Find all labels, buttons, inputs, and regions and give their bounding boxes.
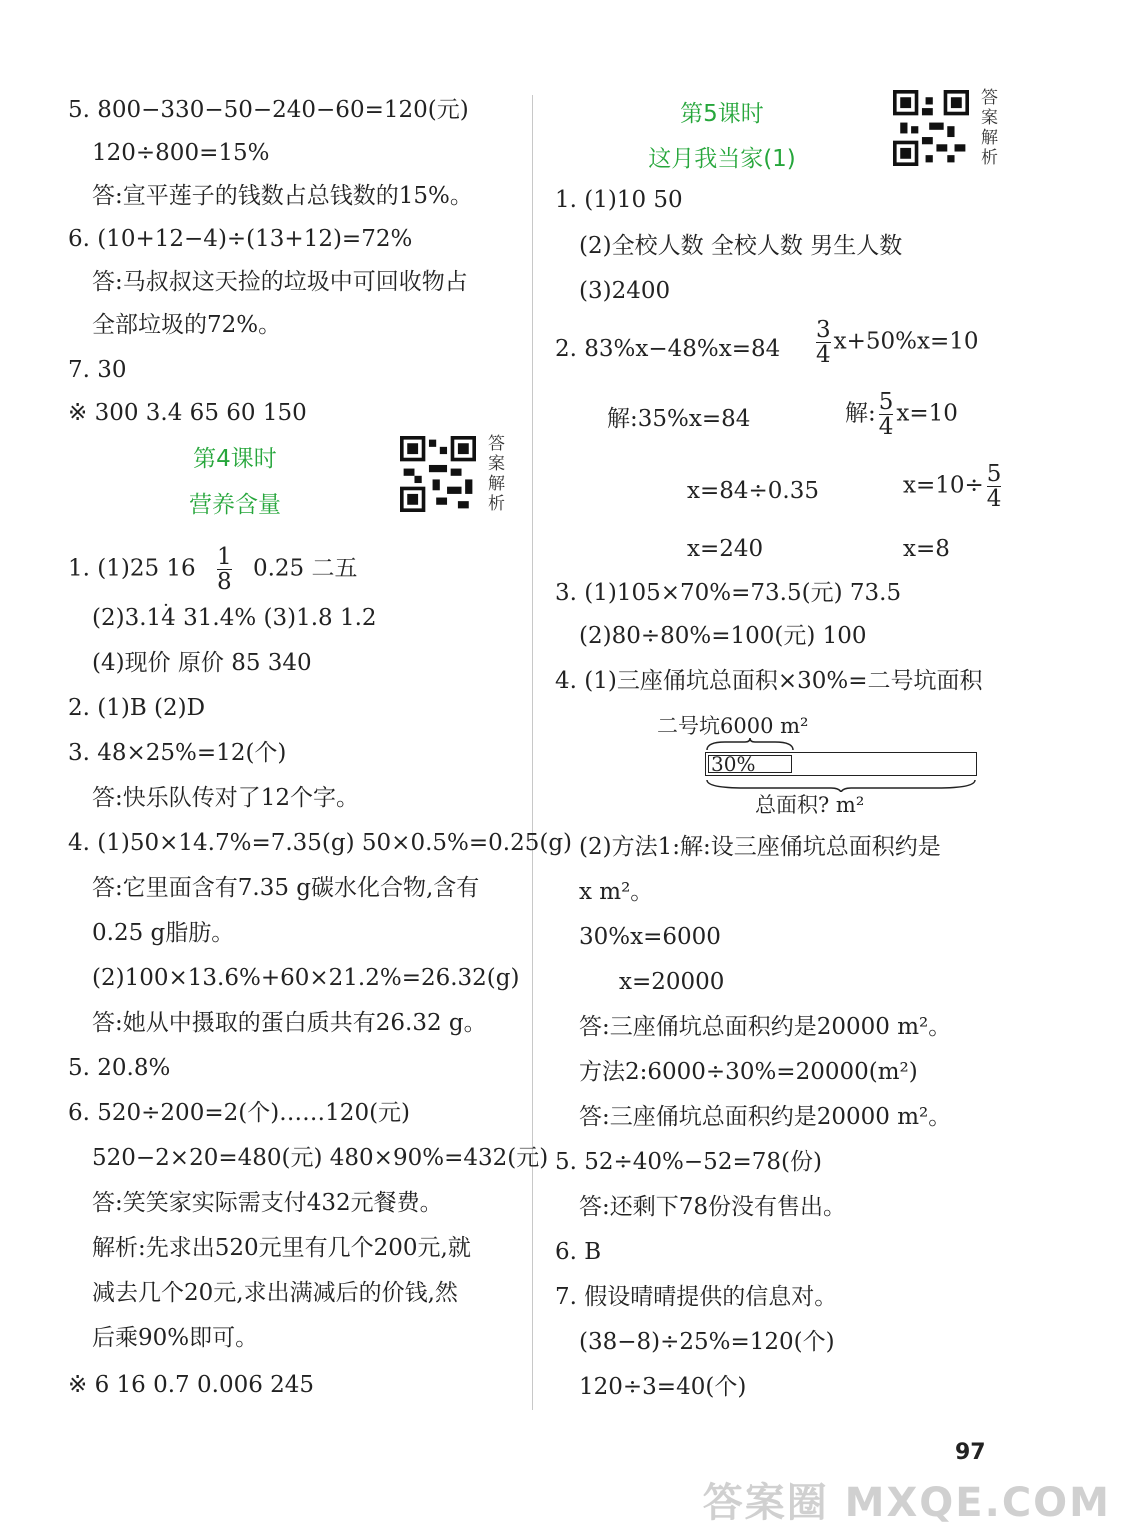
l4-answer-2: 2. (1)B (2)D bbox=[68, 695, 206, 721]
l4-answer-6-analysis-2: 减去几个20元,求出满减后的价钱,然 bbox=[92, 1280, 458, 1306]
watermark-logo: 答案圈 MXQE.COM bbox=[702, 1480, 1111, 1526]
l5-answer-4-equation: 30%x=6000 bbox=[579, 924, 721, 950]
lesson4-title: 第4课时 bbox=[193, 446, 277, 472]
l4-answer-4-reply: 答:它里面含有7.35 g碳水化合物,含有 bbox=[92, 875, 480, 901]
lesson4-subtitle: 营养含量 bbox=[189, 492, 281, 518]
l5-answer-3: 3. (1)105×70%=73.5(元) 73.5 bbox=[555, 580, 902, 606]
l4-answer-6-reply: 答:笑笑家实际需支付432元餐费。 bbox=[92, 1190, 443, 1216]
diagram-top-brace bbox=[705, 738, 795, 752]
l5-answer-7-line2: (38−8)÷25%=120(个) bbox=[579, 1329, 835, 1355]
l5-answer-4-solution: x=20000 bbox=[619, 969, 725, 995]
l5-answer-7-line3: 120÷3=40(个) bbox=[579, 1374, 747, 1400]
l5-answer-4-method2-reply: 答:三座俑坑总面积约是20000 m²。 bbox=[579, 1104, 952, 1130]
l4-answer-1-4: (4)现价 原价 85 340 bbox=[92, 650, 312, 676]
l4-answer-6-line2: 520−2×20=480(元) 480×90%=432(元) bbox=[92, 1145, 549, 1171]
l4-answer-3-reply: 答:快乐队传对了12个字。 bbox=[92, 785, 360, 811]
qr-label: 答 案 解 析 bbox=[488, 434, 505, 514]
l4-answer-4-2-reply: 答:她从中摄取的蛋白质共有26.32 g。 bbox=[92, 1010, 487, 1036]
diagram-bottom-label: 总面积? m² bbox=[755, 793, 865, 817]
l5-answer-2-result-right: x=8 bbox=[903, 536, 950, 562]
l5-answer-6: 6. B bbox=[555, 1239, 602, 1265]
lesson5-subtitle: 这月我当家(1) bbox=[648, 146, 796, 172]
l4-answer-1: 1. (1)25 16 $\frac{1}{8}$ 0.25 二五 bbox=[68, 544, 358, 595]
l5-answer-2-result: x=240 bbox=[687, 536, 764, 562]
l5-answer-2-right: $\frac{3}{4}$ x+50%x=10 bbox=[816, 317, 979, 368]
answer-5-line2: 120÷800=15% bbox=[92, 140, 270, 166]
qr-code-icon[interactable] bbox=[893, 90, 969, 166]
l5-answer-4-2-cont: x m²。 bbox=[579, 879, 654, 905]
l4-answer-5: 5. 20.8% bbox=[68, 1055, 171, 1081]
l5-answer-4-reply: 答:三座俑坑总面积约是20000 m²。 bbox=[579, 1014, 952, 1040]
l5-answer-2-left: 2. 83%x−48%x=84 bbox=[555, 336, 781, 362]
l5-answer-4-method2: 方法2:6000÷30%=20000(m²) bbox=[579, 1059, 918, 1085]
page-number: 97 bbox=[955, 1440, 986, 1465]
l5-answer-4: 4. (1)三座俑坑总面积×30%=二号坑面积 bbox=[555, 668, 983, 694]
l5-answer-1: 1. (1)10 50 bbox=[555, 187, 683, 213]
l5-answer-1-3: (3)2400 bbox=[579, 278, 671, 304]
l5-answer-5: 5. 52÷40%−52=78(份) bbox=[555, 1149, 822, 1175]
l4-extra-answers: ※ 6 16 0.7 0.006 245 bbox=[68, 1372, 315, 1398]
l5-answer-7: 7. 假设晴晴提供的信息对。 bbox=[555, 1284, 838, 1310]
l4-answer-3: 3. 48×25%=12(个) bbox=[68, 740, 287, 766]
l5-answer-2-step2-right: x=10÷ $\frac{5}{4}$ bbox=[903, 461, 1002, 512]
answer-5: 5. 800−330−50−240−60=120(元) bbox=[68, 97, 469, 123]
qr-code-icon[interactable] bbox=[400, 436, 476, 512]
column-divider bbox=[532, 95, 533, 1410]
answer-5-reply: 答:宣平莲子的钱数占总钱数的15%。 bbox=[92, 183, 473, 209]
diagram-top-label: 二号坑6000 m² bbox=[657, 714, 809, 738]
l4-answer-4: 4. (1)50×14.7%=7.35(g) 50×0.5%=0.25(g) bbox=[68, 830, 573, 856]
l4-answer-6-analysis: 解析:先求出520元里有几个200元,就 bbox=[92, 1235, 471, 1261]
qr-label: 答 案 解 析 bbox=[981, 88, 998, 168]
l4-answer-6: 6. 520÷200=2(个)……120(元) bbox=[68, 1100, 411, 1126]
lesson5-title: 第5课时 bbox=[680, 101, 764, 127]
l5-answer-4-2: (2)方法1:解:设三座俑坑总面积约是 bbox=[579, 834, 941, 860]
l4-answer-6-analysis-3: 后乘90%即可。 bbox=[92, 1325, 259, 1351]
l5-answer-2-step1-right: 解: $\frac{5}{4}$ x=10 bbox=[845, 389, 958, 440]
l5-answer-2-step2: x=84÷0.35 bbox=[687, 478, 819, 504]
l4-answer-4-2: (2)100×13.6%+60×21.2%=26.32(g) bbox=[92, 965, 520, 991]
l5-answer-5-reply: 答:还剩下78份没有售出。 bbox=[579, 1194, 847, 1220]
extra-answers: ※ 300 3.4 65 60 150 bbox=[68, 400, 307, 426]
l4-answer-1-2: (2)3.14 · 31.4% (3)1.8 1.2 bbox=[92, 603, 377, 633]
answer-6-reply: 答:马叔叔这天捡的垃圾中可回收物占 bbox=[92, 269, 468, 295]
l4-answer-4-reply-cont: 0.25 g脂肪。 bbox=[92, 920, 235, 946]
l5-answer-1-2: (2)全校人数 全校人数 男生人数 bbox=[579, 233, 903, 259]
l5-answer-3-2: (2)80÷80%=100(元) 100 bbox=[579, 623, 867, 649]
diagram-part-bar: 30% bbox=[708, 755, 792, 773]
l5-answer-2-step1: 解:35%x=84 bbox=[607, 406, 751, 432]
answer-6: 6. (10+12−4)÷(13+12)=72% bbox=[68, 226, 413, 252]
answer-7: 7. 30 bbox=[68, 357, 127, 383]
answer-6-reply-cont: 全部垃圾的72%。 bbox=[92, 312, 282, 338]
